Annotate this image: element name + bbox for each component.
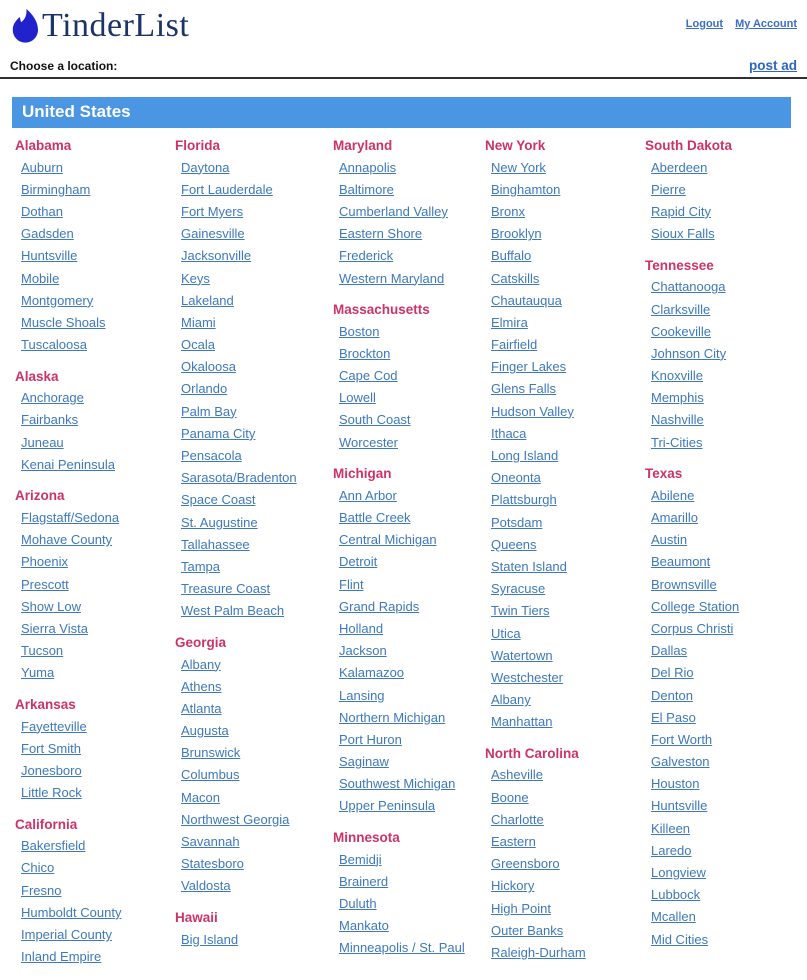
city-link[interactable]: Augusta bbox=[181, 723, 229, 739]
city-link[interactable]: Little Rock bbox=[21, 785, 82, 801]
city-link[interactable]: Fayetteville bbox=[21, 718, 87, 734]
choose-location-label: Choose a location: bbox=[10, 59, 118, 73]
city-link[interactable]: Del Rio bbox=[651, 665, 694, 681]
city-link[interactable]: Port Huron bbox=[339, 731, 402, 747]
state-group bbox=[333, 301, 485, 453]
city-link[interactable]: Imperial County bbox=[21, 927, 113, 943]
account-nav bbox=[686, 7, 797, 30]
city-link[interactable]: Daytona bbox=[181, 159, 230, 175]
city-link[interactable]: Duluth bbox=[339, 896, 377, 912]
city-link[interactable]: Chico bbox=[21, 860, 55, 876]
state-header: Maryland bbox=[333, 138, 393, 153]
city-link[interactable]: Denton bbox=[651, 687, 693, 703]
state-group bbox=[645, 257, 807, 454]
city-link[interactable]: South Coast bbox=[339, 412, 411, 428]
city-link[interactable]: Pierre bbox=[651, 181, 686, 197]
logout-link[interactable]: Logout bbox=[685, 18, 724, 30]
city-link[interactable]: Gadsden bbox=[21, 226, 74, 242]
city-link[interactable]: Tuscaloosa bbox=[21, 337, 87, 353]
city-link[interactable]: Columbus bbox=[181, 767, 240, 783]
city-link[interactable]: Tri-Cities bbox=[651, 434, 703, 450]
city-link[interactable]: Jackson bbox=[339, 643, 387, 659]
city-link[interactable]: Orlando bbox=[181, 381, 228, 397]
city-link[interactable]: Worcester bbox=[339, 434, 398, 450]
state-group bbox=[15, 816, 175, 968]
state-header: Arizona bbox=[15, 488, 65, 504]
city-link[interactable]: Abilene bbox=[651, 487, 695, 503]
state-header: Tennessee bbox=[645, 257, 714, 273]
city-link[interactable]: Upper Peninsula bbox=[339, 798, 436, 814]
city-link[interactable]: Fort Worth bbox=[651, 731, 713, 747]
city-link[interactable]: Twin Tiers bbox=[491, 603, 550, 619]
city-link[interactable]: Anchorage bbox=[21, 390, 84, 406]
city-link[interactable]: Plattsburgh bbox=[491, 492, 557, 508]
state-group bbox=[645, 137, 807, 245]
city-link[interactable]: St. Augustine bbox=[181, 514, 258, 530]
city-link[interactable]: Bronx bbox=[491, 203, 525, 219]
city-link[interactable]: Memphis bbox=[651, 390, 704, 406]
state-group bbox=[175, 634, 333, 897]
city-link[interactable]: Sarasota/Bradenton bbox=[181, 470, 297, 486]
city-link[interactable]: Killeen bbox=[651, 820, 691, 836]
state-group bbox=[15, 696, 175, 804]
city-link[interactable]: Brockton bbox=[339, 345, 391, 361]
state-group bbox=[333, 829, 485, 959]
city-link[interactable]: Okaloosa bbox=[181, 359, 236, 375]
state-header: Alaska bbox=[15, 368, 59, 384]
city-link[interactable]: Eastern Shore bbox=[339, 226, 423, 242]
column-4 bbox=[485, 137, 645, 980]
city-link[interactable]: Dallas bbox=[651, 643, 688, 659]
state-header: Alabama bbox=[15, 138, 72, 153]
city-link[interactable]: Hudson Valley bbox=[491, 403, 574, 419]
city-link[interactable]: Panama City bbox=[181, 425, 256, 441]
location-columns bbox=[0, 128, 807, 980]
city-link[interactable]: Atlanta bbox=[181, 700, 222, 716]
header-divider bbox=[0, 77, 807, 79]
city-link[interactable]: Fairfield bbox=[491, 337, 538, 353]
state-header: Michigan bbox=[333, 466, 392, 482]
state-header: North Carolina bbox=[485, 745, 579, 761]
city-link[interactable]: Watertown bbox=[491, 647, 553, 663]
country-banner-title: United States bbox=[22, 102, 131, 121]
city-link[interactable]: Mohave County bbox=[21, 532, 113, 548]
state-group bbox=[485, 137, 645, 733]
city-link[interactable]: Jacksonville bbox=[181, 248, 252, 264]
city-link[interactable]: West Palm Beach bbox=[181, 603, 285, 619]
city-link[interactable]: Knoxville bbox=[651, 368, 704, 384]
state-header: Hawaii bbox=[175, 910, 218, 925]
city-link[interactable]: Queens bbox=[491, 536, 537, 552]
city-link[interactable]: Lakeland bbox=[181, 292, 234, 308]
city-link[interactable]: Lowell bbox=[339, 390, 376, 406]
city-link[interactable]: Sioux Falls bbox=[651, 226, 715, 242]
city-link[interactable]: Flint bbox=[339, 576, 364, 592]
city-link[interactable]: Western Maryland bbox=[339, 270, 445, 286]
city-link[interactable]: Palm Bay bbox=[181, 403, 237, 419]
state-group bbox=[175, 909, 333, 950]
state-header: Arkansas bbox=[15, 696, 76, 712]
city-link[interactable]: Fort Myers bbox=[181, 203, 244, 219]
location-row bbox=[0, 58, 807, 77]
city-link[interactable]: Fresno bbox=[21, 882, 62, 898]
city-link[interactable]: Bemidji bbox=[339, 851, 382, 867]
city-link[interactable]: Inland Empire bbox=[21, 949, 102, 965]
city-link[interactable]: Valdosta bbox=[181, 878, 231, 894]
city-link[interactable]: Longview bbox=[651, 865, 706, 881]
city-link[interactable]: Greensboro bbox=[491, 856, 560, 872]
state-header: Florida bbox=[175, 138, 221, 153]
city-link[interactable]: Juneau bbox=[21, 434, 64, 450]
city-link[interactable]: Glens Falls bbox=[491, 381, 557, 397]
city-link[interactable]: Brownsville bbox=[651, 576, 717, 592]
state-group bbox=[175, 137, 333, 622]
city-link[interactable]: Pensacola bbox=[181, 448, 242, 464]
city-link[interactable]: Minneapolis / St. Paul bbox=[339, 940, 465, 956]
city-link[interactable]: Treasure Coast bbox=[181, 581, 271, 597]
city-link[interactable]: Sierra Vista bbox=[21, 620, 88, 636]
city-link[interactable]: Nashville bbox=[651, 412, 704, 428]
city-link[interactable]: Dothan bbox=[21, 203, 63, 219]
city-link[interactable]: Outer Banks bbox=[491, 922, 564, 938]
state-group bbox=[333, 137, 485, 289]
city-link[interactable]: Ocala bbox=[181, 337, 215, 353]
city-link[interactable]: Austin bbox=[651, 532, 688, 548]
city-link[interactable]: Tucson bbox=[21, 643, 64, 659]
state-group bbox=[485, 745, 645, 964]
city-link[interactable]: Laredo bbox=[651, 842, 692, 858]
state-header: California bbox=[15, 816, 78, 832]
state-header: Massachusetts bbox=[333, 302, 430, 318]
city-link[interactable]: Utica bbox=[491, 625, 521, 641]
city-link[interactable]: Brainerd bbox=[339, 873, 389, 889]
city-link[interactable]: Prescott bbox=[21, 576, 69, 592]
city-link[interactable]: El Paso bbox=[651, 709, 696, 725]
city-link[interactable]: Huntsville bbox=[651, 798, 708, 814]
city-link[interactable]: Fort Lauderdale bbox=[181, 181, 273, 197]
city-link[interactable]: Phoenix bbox=[21, 554, 68, 570]
city-link[interactable]: Oneonta bbox=[491, 470, 541, 486]
city-link[interactable]: Albany bbox=[491, 692, 531, 708]
city-link[interactable]: Rapid City bbox=[651, 203, 711, 219]
state-header: Minnesota bbox=[333, 830, 400, 846]
city-link[interactable]: Tallahassee bbox=[181, 536, 250, 552]
city-link[interactable]: Amarillo bbox=[651, 510, 698, 526]
city-link[interactable]: Fort Smith bbox=[21, 740, 81, 756]
state-header: Georgia bbox=[175, 634, 227, 650]
city-link[interactable]: Mcallen bbox=[651, 909, 696, 925]
city-link[interactable]: Holland bbox=[339, 620, 384, 636]
city-link[interactable]: Annapolis bbox=[339, 159, 397, 175]
city-link[interactable]: Cookeville bbox=[651, 323, 711, 339]
city-link[interactable]: Montgomery bbox=[21, 292, 94, 308]
city-link[interactable]: Brooklyn bbox=[491, 226, 542, 242]
city-link[interactable]: Big Island bbox=[181, 931, 239, 947]
city-link[interactable]: High Point bbox=[491, 900, 551, 916]
city-link[interactable]: Flagstaff/Sedona bbox=[21, 510, 120, 526]
city-link[interactable]: Houston bbox=[651, 776, 700, 792]
city-link[interactable]: Muscle Shoals bbox=[21, 314, 106, 330]
city-link[interactable]: Savannah bbox=[181, 834, 240, 850]
city-link[interactable]: Frederick bbox=[339, 248, 394, 264]
city-link[interactable]: Huntsville bbox=[21, 248, 78, 264]
column-5 bbox=[645, 137, 807, 980]
city-link[interactable]: Show Low bbox=[21, 598, 81, 614]
city-link[interactable]: Cumberland Valley bbox=[339, 203, 448, 219]
city-link[interactable]: Buffalo bbox=[491, 248, 532, 264]
city-link[interactable]: Mobile bbox=[21, 270, 60, 286]
column-2 bbox=[175, 137, 333, 980]
city-link[interactable]: Northern Michigan bbox=[339, 709, 446, 725]
city-link[interactable]: Potsdam bbox=[491, 514, 543, 530]
logo[interactable] bbox=[10, 7, 189, 45]
city-link[interactable]: Kalamazoo bbox=[339, 665, 405, 681]
post-ad-link[interactable]: post ad bbox=[748, 58, 797, 73]
city-link[interactable]: Chattanooga bbox=[651, 279, 726, 295]
city-link[interactable]: Ann Arbor bbox=[339, 487, 397, 503]
city-link[interactable]: Elmira bbox=[491, 314, 528, 330]
city-link[interactable]: Lansing bbox=[339, 687, 385, 703]
state-header: South Dakota bbox=[645, 138, 733, 153]
city-link[interactable]: Northwest Georgia bbox=[181, 811, 290, 827]
city-link[interactable]: Ithaca bbox=[491, 425, 527, 441]
state-group bbox=[645, 465, 807, 950]
city-link[interactable]: Yuma bbox=[21, 665, 55, 681]
state-group bbox=[333, 465, 485, 817]
city-link[interactable]: Clarksville bbox=[651, 301, 711, 317]
city-link[interactable]: Binghamton bbox=[491, 181, 561, 197]
city-link[interactable]: Central Michigan bbox=[339, 532, 437, 548]
city-link[interactable]: Jonesboro bbox=[21, 762, 82, 778]
city-link[interactable]: Boston bbox=[339, 323, 380, 339]
state-group bbox=[15, 487, 175, 684]
city-link[interactable]: Statesboro bbox=[181, 856, 244, 872]
city-link[interactable]: Lubbock bbox=[651, 887, 701, 903]
city-link[interactable]: Beaumont bbox=[651, 554, 711, 570]
city-link[interactable]: Kenai Peninsula bbox=[21, 456, 115, 472]
city-link[interactable]: Brunswick bbox=[181, 745, 241, 761]
city-link[interactable]: Keys bbox=[181, 270, 210, 286]
my-account-link[interactable]: My Account bbox=[735, 18, 797, 30]
top-bar bbox=[0, 0, 807, 58]
city-link[interactable]: Eastern bbox=[491, 834, 536, 850]
city-link[interactable]: Grand Rapids bbox=[339, 598, 420, 614]
city-link[interactable]: Southwest Michigan bbox=[339, 776, 456, 792]
city-link[interactable]: Cape Cod bbox=[339, 368, 398, 384]
city-link[interactable]: Staten Island bbox=[491, 558, 567, 574]
city-link[interactable]: College Station bbox=[651, 598, 740, 614]
city-link[interactable]: Space Coast bbox=[181, 492, 256, 508]
city-link[interactable]: Long Island bbox=[491, 448, 559, 464]
city-link[interactable]: Albany bbox=[181, 656, 221, 672]
state-group bbox=[15, 137, 175, 356]
state-group bbox=[15, 368, 175, 476]
city-link[interactable]: Baltimore bbox=[339, 181, 394, 197]
city-link[interactable]: Auburn bbox=[21, 159, 63, 175]
city-link[interactable]: Finger Lakes bbox=[491, 359, 567, 375]
city-link[interactable]: Raleigh-Durham bbox=[491, 944, 586, 960]
country-banner bbox=[12, 97, 791, 128]
city-link[interactable]: Saginaw bbox=[339, 754, 389, 770]
city-link[interactable]: Manhattan bbox=[491, 714, 553, 730]
city-link[interactable]: Catskills bbox=[491, 270, 540, 286]
city-link[interactable]: New York bbox=[491, 159, 546, 175]
city-link[interactable]: Boone bbox=[491, 789, 529, 805]
city-link[interactable]: Gainesville bbox=[181, 226, 245, 242]
state-header: New York bbox=[485, 138, 546, 153]
city-link[interactable]: Corpus Christi bbox=[651, 620, 734, 636]
column-1 bbox=[15, 137, 175, 980]
city-link[interactable]: Miami bbox=[181, 314, 216, 330]
city-link[interactable]: Athens bbox=[181, 678, 222, 694]
city-link[interactable]: Tampa bbox=[181, 558, 221, 574]
city-link[interactable]: Battle Creek bbox=[339, 510, 411, 526]
city-link[interactable]: Detroit bbox=[339, 554, 378, 570]
city-link[interactable]: Macon bbox=[181, 789, 221, 805]
city-link[interactable]: Asheville bbox=[491, 767, 544, 783]
city-link[interactable]: Bakersfield bbox=[21, 838, 86, 854]
column-3 bbox=[333, 137, 485, 980]
city-link[interactable]: Chautauqua bbox=[491, 292, 562, 308]
state-header: Texas bbox=[645, 466, 683, 482]
city-link[interactable]: Humboldt County bbox=[21, 904, 122, 920]
city-link[interactable]: Fairbanks bbox=[21, 412, 79, 428]
city-link[interactable]: Galveston bbox=[651, 754, 710, 770]
city-link[interactable]: Hickory bbox=[491, 878, 535, 894]
city-link[interactable]: Mid Cities bbox=[651, 931, 709, 947]
flame-icon bbox=[10, 7, 40, 45]
city-link[interactable]: Charlotte bbox=[491, 811, 544, 827]
city-link[interactable]: Westchester bbox=[491, 669, 564, 685]
city-link[interactable]: Birmingham bbox=[21, 181, 91, 197]
city-link[interactable]: Syracuse bbox=[491, 581, 546, 597]
city-link[interactable]: Mankato bbox=[339, 918, 389, 934]
city-link[interactable]: Aberdeen bbox=[651, 159, 708, 175]
city-link[interactable]: Johnson City bbox=[651, 345, 727, 361]
logo-text: TinderList bbox=[42, 7, 190, 44]
